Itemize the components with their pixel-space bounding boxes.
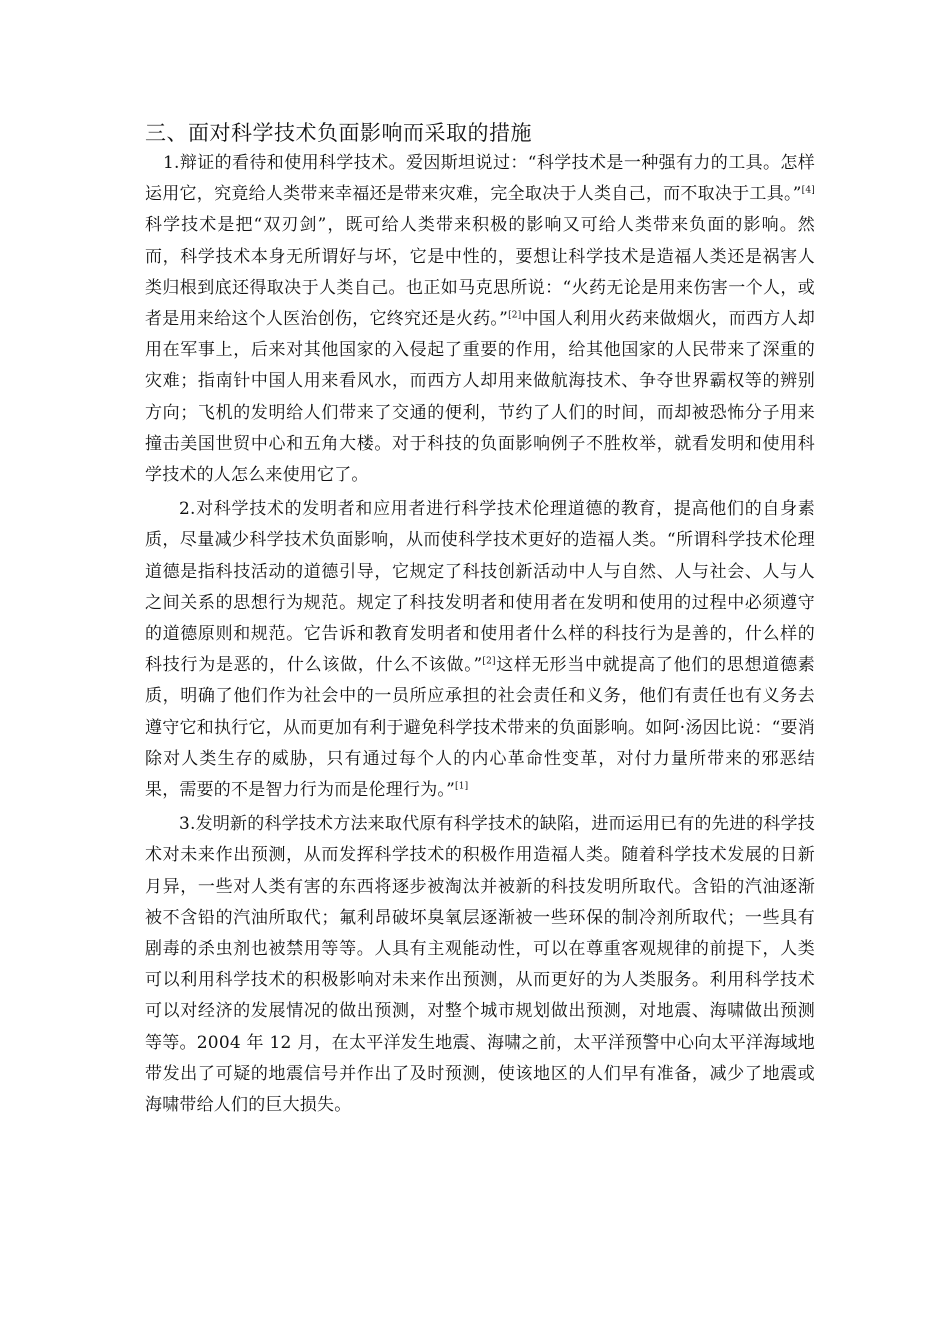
paragraph-1 xyxy=(145,148,815,491)
paragraph-2 xyxy=(145,494,815,806)
section-heading: 三、面对科学技术负面影响而采取的措施 xyxy=(145,121,532,145)
citation-ref: [1] xyxy=(455,781,469,792)
citation-ref: [2] xyxy=(482,656,496,667)
paragraph-1-text-b: 科学技术是把“双刃剑”，既可给人类带来积极的影响又可给人类带来负面的影响。然而，科学技术本身无所谓好与坏，它是中性的，要想让科学技术是造福人类还是祸害人类归根到底还得取决于人类自己。也正如马克思所说：“火药无论是用来伤害一个人，或者是用来给这个人医治创伤，它终究还是火药。” xyxy=(145,215,815,330)
document-body xyxy=(145,118,815,1121)
paragraph-3 xyxy=(145,809,815,1121)
citation-ref: [2] xyxy=(508,310,522,321)
citation-ref: [4] xyxy=(801,185,815,196)
paragraph-1-text-a: 1.辩证的看待和使用科学技术。爱因斯坦说过：“科学技术是一种强有力的工具。怎样运用它，究竟给人类带来幸福还是带来灾难，完全取决于人类自己，而不取决于工具。” xyxy=(145,153,815,205)
paragraph-1-text-c: 中国人利用火药来做烟火，而西方人却用在军事上，后来对其他国家的入侵起了重要的作用，给其他国家的人民带来了深重的灾难；指南针中国人用来看风水，而西方人却用来做航海技术、争夺世界霸权等的辨别方向；飞机的发明给人们带来了交通的便利，节约了人们的时间，而却被恐怖分子用来撞击美国世贸中心和五角大楼。对于科技的负面影响例子不胜枚举，就看发明和使用科学技术的人怎么来使用它了。 xyxy=(145,309,816,486)
paragraph-3-text: 3.发明新的科学技术方法来取代原有科学技术的缺陷，进而运用已有的先进的科学技术对未来作出预测，从而发挥科学技术的积极作用造福人类。随着科学技术发展的日新月异，一些对人类有害的东西将逐步被淘汰并被新的科技发明所取代。含铅的汽油逐渐被不含铅的汽油所取代；氟利昂破坏臭氧层逐渐被一些环保的制冷剂所取代；一些具有剧毒的杀虫剂也被禁用等等。人具有主观能动性，可以在尊重客观规律的前提下，人类可以利用科学技术的积极影响对未来作出预测，从而更好的为人类服务。利用科学技术可以对经济的发展情况的做出预测，对整个城市规划做出预测，对地震、海啸做出预测等等。2004 年 12 月，在太平洋发生地震、海啸之前，太平洋预警中心向太平洋海域地带发出了可疑的地震信号并作出了及时预测，使该地区的人们早有准备，减少了地震或海啸带给人们的巨大损失。 xyxy=(145,814,815,1116)
paragraph-2-text-b: 这样无形当中就提高了他们的思想道德素质，明确了他们作为社会中的一员所应承担的社会责任和义务，他们有责任也有义务去遵守它和执行它，从而更加有利于避免科学技术带来的负面影响。如阿·汤因比说：“要消除对人类生存的威胁，只有通过每个人的内心革命性变革，对付力量所带来的邪恶结果，需要的不是智力行为而是伦理行为。” xyxy=(145,655,815,801)
paragraph-2-text-a: 2.对科学技术的发明者和应用者进行科学技术伦理道德的教育，提高他们的自身素质，尽量减少科学技术负面影响，从而使科学技术更好的造福人类。“所谓科学技术伦理道德是指科技活动的道德引导，它规定了科技创新活动中人与自然、人与社会、人与人之间关系的思想行为规范。规定了科技发明者和使用者在发明和使用的过程中必须遵守的道德原则和规范。它告诉和教育发明者和使用者什么样的科技行为是善的，什么样的科技行为是恶的，什么该做，什么不该做。” xyxy=(145,499,815,676)
